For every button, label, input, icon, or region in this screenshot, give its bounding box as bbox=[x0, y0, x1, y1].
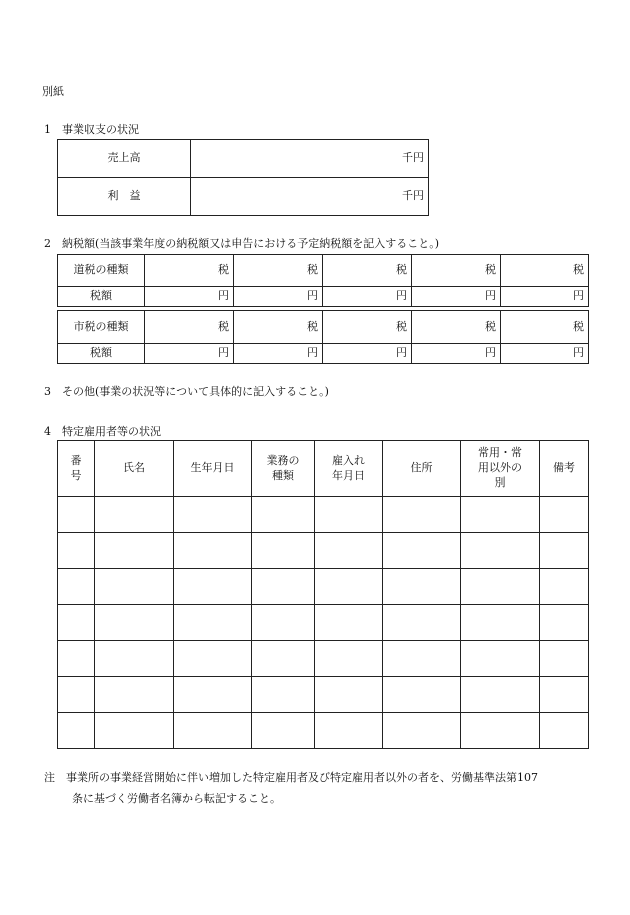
table-row bbox=[58, 533, 589, 569]
table-cell[interactable] bbox=[540, 569, 589, 605]
col-address: 住所 bbox=[383, 441, 461, 497]
table-cell[interactable] bbox=[315, 533, 383, 569]
municipal-amount-cell[interactable] bbox=[323, 344, 412, 364]
section3-heading: 3 その他(事業の状況等について具体的に記入すること。) bbox=[44, 385, 329, 398]
table-row bbox=[58, 605, 589, 641]
yen-suffix: 円 bbox=[573, 346, 584, 360]
note-line2: 条に基づく労働者名簿から転記すること。 bbox=[72, 792, 281, 805]
table-cell[interactable] bbox=[383, 713, 461, 749]
table-cell[interactable] bbox=[174, 497, 252, 533]
yen-suffix: 円 bbox=[485, 289, 496, 303]
prefectural-type-cell[interactable] bbox=[412, 255, 501, 287]
table-cell[interactable] bbox=[252, 569, 315, 605]
table-cell[interactable] bbox=[461, 641, 540, 677]
table-cell[interactable] bbox=[58, 569, 95, 605]
table-cell[interactable] bbox=[252, 713, 315, 749]
col-hire-date bbox=[315, 441, 383, 497]
section4-heading: 4 特定雇用者等の状況 bbox=[44, 425, 161, 438]
table-row bbox=[58, 641, 589, 677]
table-cell[interactable] bbox=[540, 713, 589, 749]
table-cell[interactable] bbox=[58, 713, 95, 749]
section1-heading: 1 事業収支の状況 bbox=[44, 123, 139, 136]
prefectural-amount-row bbox=[58, 287, 589, 307]
municipal-amount-label: 税額 bbox=[58, 344, 145, 364]
income-row-profit bbox=[58, 178, 429, 216]
table-cell[interactable] bbox=[540, 677, 589, 713]
table-cell[interactable] bbox=[58, 605, 95, 641]
table-cell[interactable] bbox=[174, 641, 252, 677]
sales-unit: 千円 bbox=[402, 151, 424, 165]
table-cell[interactable] bbox=[315, 677, 383, 713]
prefectural-tax-table bbox=[57, 254, 589, 307]
table-cell[interactable] bbox=[58, 677, 95, 713]
prefectural-type-cell[interactable] bbox=[323, 255, 412, 287]
prefectural-amount-cell[interactable] bbox=[323, 287, 412, 307]
tax-suffix: 税 bbox=[485, 319, 496, 333]
table-cell[interactable] bbox=[383, 497, 461, 533]
table-cell[interactable] bbox=[174, 533, 252, 569]
table-cell[interactable] bbox=[95, 641, 174, 677]
table-cell[interactable] bbox=[58, 533, 95, 569]
table-cell[interactable] bbox=[315, 641, 383, 677]
col-regular-line1: 常用・常 bbox=[478, 446, 522, 460]
table-cell[interactable] bbox=[383, 533, 461, 569]
profit-unit: 千円 bbox=[402, 189, 424, 203]
prefectural-amount-cell[interactable] bbox=[234, 287, 323, 307]
municipal-tax-table bbox=[57, 310, 589, 364]
table-cell[interactable] bbox=[461, 713, 540, 749]
table-row bbox=[58, 569, 589, 605]
table-cell[interactable] bbox=[95, 533, 174, 569]
table-cell[interactable] bbox=[461, 677, 540, 713]
tax-suffix: 税 bbox=[573, 319, 584, 333]
prefectural-type-row bbox=[58, 255, 589, 287]
tax-suffix: 税 bbox=[485, 263, 496, 277]
sales-value-field[interactable] bbox=[191, 140, 429, 178]
municipal-amount-cell[interactable] bbox=[234, 344, 323, 364]
col-work-line1: 業務の bbox=[266, 453, 300, 467]
col-number bbox=[58, 441, 95, 497]
col-number-line2: 号 bbox=[70, 468, 82, 482]
municipal-amount-cell[interactable] bbox=[501, 344, 589, 364]
table-cell[interactable] bbox=[461, 497, 540, 533]
yen-suffix: 円 bbox=[396, 346, 407, 360]
municipal-type-cell[interactable] bbox=[323, 311, 412, 344]
prefectural-amount-cell[interactable] bbox=[145, 287, 234, 307]
table-cell[interactable] bbox=[383, 677, 461, 713]
table-row bbox=[58, 713, 589, 749]
tax-suffix: 税 bbox=[218, 263, 229, 277]
col-hire-line2: 年月日 bbox=[332, 468, 365, 482]
income-row-sales bbox=[58, 140, 429, 178]
yen-suffix: 円 bbox=[218, 346, 229, 360]
municipal-type-cell[interactable] bbox=[501, 311, 589, 344]
table-cell[interactable] bbox=[315, 569, 383, 605]
table-cell[interactable] bbox=[58, 497, 95, 533]
table-cell[interactable] bbox=[540, 533, 589, 569]
yen-suffix: 円 bbox=[218, 289, 229, 303]
table-cell[interactable] bbox=[461, 605, 540, 641]
tax-suffix: 税 bbox=[573, 263, 584, 277]
table-cell[interactable] bbox=[252, 605, 315, 641]
table-cell[interactable] bbox=[58, 641, 95, 677]
tax-suffix: 税 bbox=[307, 263, 318, 277]
table-cell[interactable] bbox=[540, 605, 589, 641]
yen-suffix: 円 bbox=[573, 289, 584, 303]
col-work-type bbox=[252, 441, 315, 497]
col-regular-line3: 別 bbox=[494, 475, 506, 489]
tax-suffix: 税 bbox=[307, 319, 318, 333]
tax-suffix: 税 bbox=[396, 319, 407, 333]
table-cell[interactable] bbox=[252, 677, 315, 713]
table-cell[interactable] bbox=[315, 713, 383, 749]
prefectural-amount-cell[interactable] bbox=[501, 287, 589, 307]
tax-suffix: 税 bbox=[396, 263, 407, 277]
col-work-line2: 種類 bbox=[272, 468, 294, 482]
municipal-amount-row bbox=[58, 344, 589, 364]
table-cell[interactable] bbox=[461, 569, 540, 605]
table-cell[interactable] bbox=[315, 497, 383, 533]
sales-label: 売上高 bbox=[58, 140, 191, 178]
table-cell[interactable] bbox=[383, 605, 461, 641]
col-regular bbox=[461, 441, 540, 497]
page-title: 別紙 bbox=[42, 85, 64, 98]
yen-suffix: 円 bbox=[307, 346, 318, 360]
prefectural-amount-cell[interactable] bbox=[412, 287, 501, 307]
tax-suffix: 税 bbox=[218, 319, 229, 333]
table-cell[interactable] bbox=[95, 605, 174, 641]
municipal-amount-cell[interactable] bbox=[412, 344, 501, 364]
table-cell[interactable] bbox=[174, 605, 252, 641]
col-regular-line2: 用以外の bbox=[478, 461, 522, 475]
prefectural-type-label: 道税の種類 bbox=[58, 255, 145, 287]
table-cell[interactable] bbox=[383, 641, 461, 677]
note-line1: 注 事業所の事業経営開始に伴い増加した特定雇用者及び特定雇用者以外の者を、労働基準法第107 bbox=[44, 771, 538, 784]
table-cell[interactable] bbox=[383, 569, 461, 605]
employee-header-row bbox=[58, 441, 589, 497]
table-cell[interactable] bbox=[174, 569, 252, 605]
table-cell[interactable] bbox=[174, 677, 252, 713]
table-row bbox=[58, 497, 589, 533]
prefectural-type-cell[interactable] bbox=[145, 255, 234, 287]
yen-suffix: 円 bbox=[485, 346, 496, 360]
municipal-type-row bbox=[58, 311, 589, 344]
section2-heading: 2 納税額(当該事業年度の納税額又は申告における予定納税額を記入すること。) bbox=[44, 237, 440, 250]
prefectural-type-cell[interactable] bbox=[234, 255, 323, 287]
col-hire-line1: 雇入れ bbox=[332, 453, 365, 467]
col-name: 氏名 bbox=[95, 441, 174, 497]
employee-table bbox=[57, 440, 589, 749]
municipal-type-cell[interactable] bbox=[145, 311, 234, 344]
municipal-type-cell[interactable] bbox=[412, 311, 501, 344]
table-cell[interactable] bbox=[252, 497, 315, 533]
table-cell[interactable] bbox=[95, 569, 174, 605]
col-number-line1: 番 bbox=[70, 453, 82, 467]
table-cell[interactable] bbox=[95, 713, 174, 749]
municipal-amount-cell[interactable] bbox=[145, 344, 234, 364]
profit-value-field[interactable] bbox=[191, 178, 429, 216]
prefectural-amount-label: 税額 bbox=[58, 287, 145, 307]
table-cell[interactable] bbox=[315, 605, 383, 641]
table-cell[interactable] bbox=[252, 641, 315, 677]
yen-suffix: 円 bbox=[307, 289, 318, 303]
table-cell[interactable] bbox=[461, 533, 540, 569]
prefectural-type-cell[interactable] bbox=[501, 255, 589, 287]
col-remarks: 備考 bbox=[540, 441, 589, 497]
table-cell[interactable] bbox=[95, 677, 174, 713]
table-cell[interactable] bbox=[174, 713, 252, 749]
municipal-type-label: 市税の種類 bbox=[58, 311, 145, 344]
yen-suffix: 円 bbox=[396, 289, 407, 303]
table-cell[interactable] bbox=[540, 497, 589, 533]
income-table bbox=[57, 139, 429, 216]
table-cell[interactable] bbox=[95, 497, 174, 533]
table-cell[interactable] bbox=[540, 641, 589, 677]
profit-label: 利 益 bbox=[58, 178, 191, 216]
municipal-type-cell[interactable] bbox=[234, 311, 323, 344]
table-cell[interactable] bbox=[252, 533, 315, 569]
table-row bbox=[58, 677, 589, 713]
col-birth: 生年月日 bbox=[174, 441, 252, 497]
